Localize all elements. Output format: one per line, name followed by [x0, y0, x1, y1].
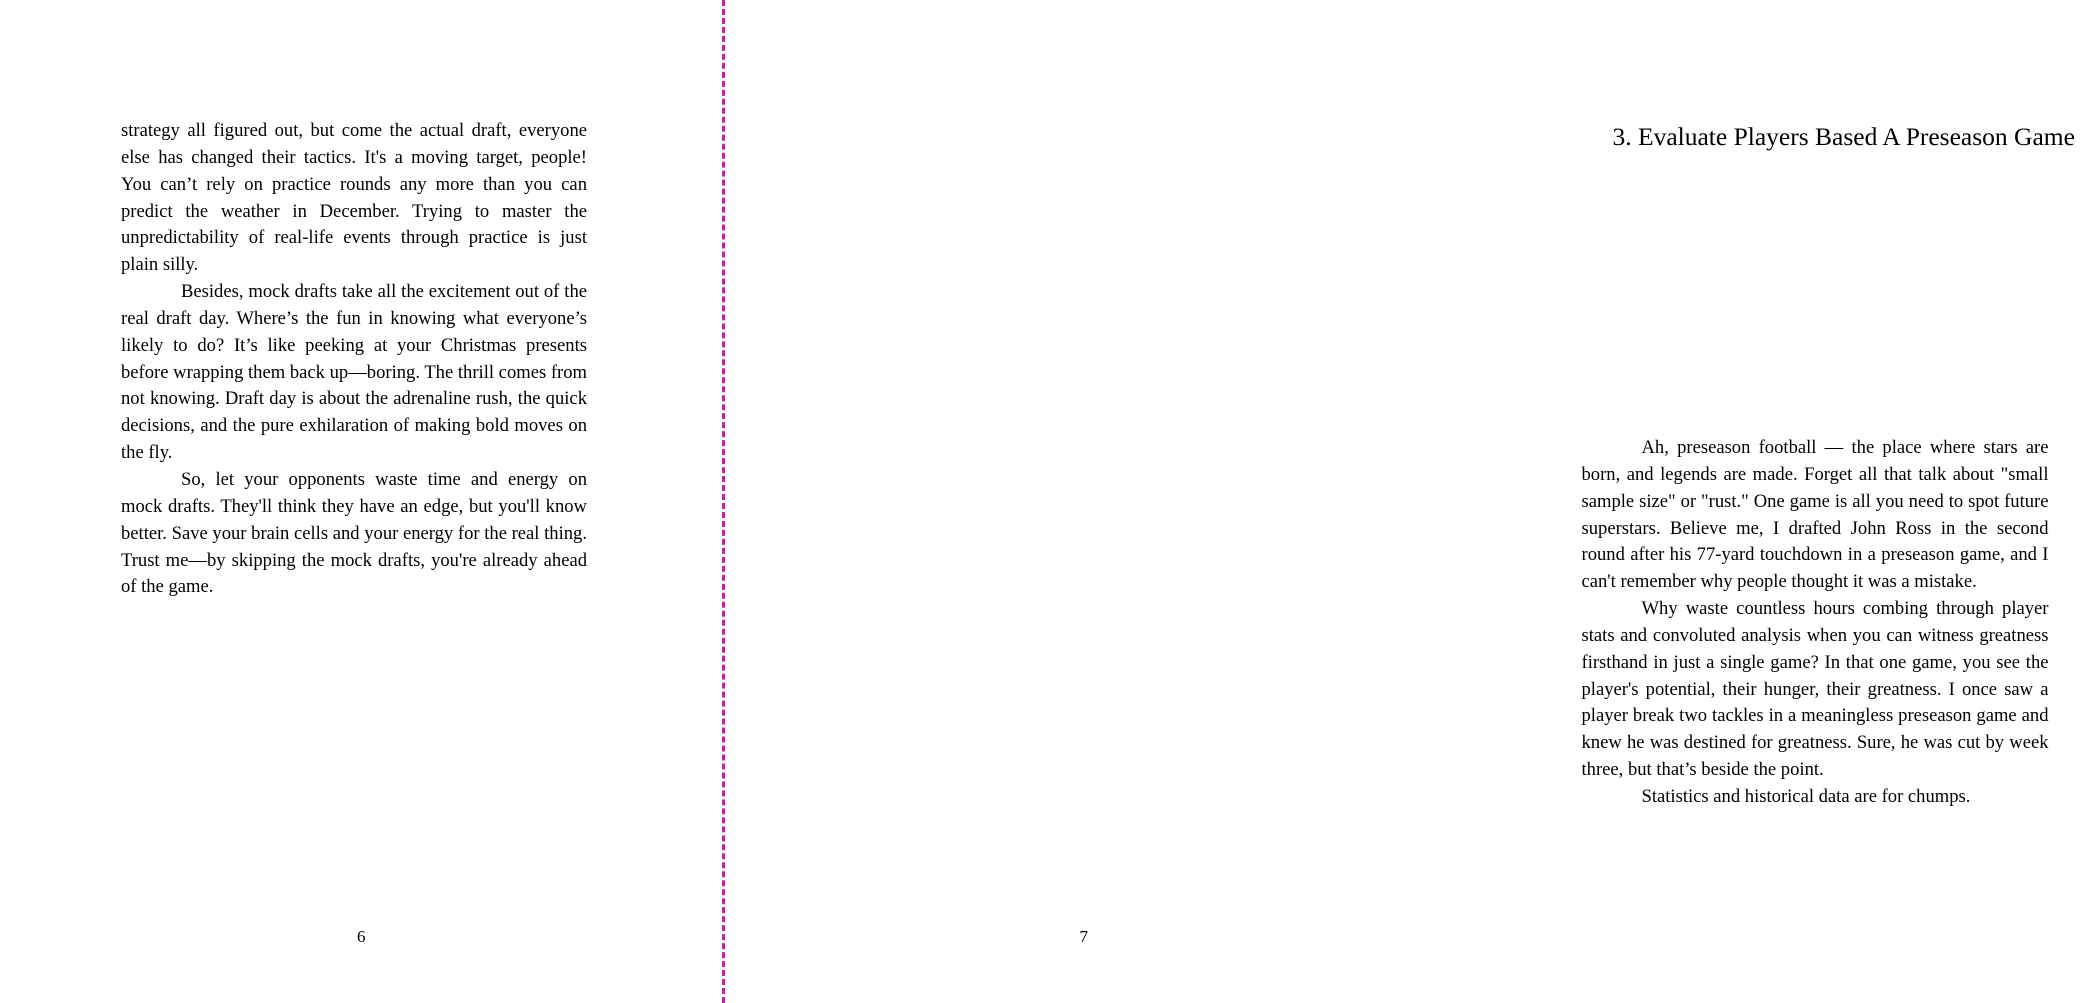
page-number-right: 7	[1079, 927, 1088, 946]
paragraph: Besides, mock drafts take all the excitement out of the real draft day. Where’s the fun in knowing what everyone’s likely to do? It’s like peeking at your Christmas presents before wrapping them back up—boring. The thrill comes from not knowing. Draft day is about the adrenaline rush, the quick decisions, and the pure exhilaration of making bold moves on the fly.	[121, 281, 587, 464]
left-page	[0, 0, 723, 1003]
paragraph: Statistics and historical data are for chumps.	[1641, 785, 1971, 807]
paragraph: strategy all figured out, but come the actual draft, everyone else has changed their tactics. It's a moving target, people! You can’t rely on practice rounds any more than you can predict the weather in December. Trying to master the unpredictability of real-life events through practice is just plain silly.	[121, 120, 587, 276]
paragraph: Why waste countless hours combing through player stats and convoluted analysis when you can witness greatness firsthand in just a single game? In that one game, you see the player's potential, their hunger, their greatness. I once saw a player break two tackles in a meaningless preseason game and knew he was destined for greatness. Sure, he was cut by week three, but that’s beside the point.	[1581, 598, 2049, 781]
right-page	[723, 0, 2075, 1003]
page-number-left: 6	[357, 927, 366, 946]
paragraph: Ah, preseason football — the place where stars are born, and legends are made. Forget all that talk about "small sample size" or "rust." One game is all you need to spot future superstars. Believe me, I drafted John Ross in the second round after his 77-yard touchdown in a preseason game, and I can't remember why people thought it was a mistake.	[1581, 437, 2049, 593]
gutter-fold-line	[722, 0, 725, 1003]
left-page-text-column	[121, 118, 587, 601]
chapter-heading: 3. Evaluate Players Based A Preseason Game	[1612, 122, 2075, 151]
right-page-text-column	[1582, 435, 2049, 811]
paragraph: So, let your opponents waste time and energy on mock drafts. They'll think they have an edge, but you'll know better. Save your brain cells and your energy for the real thing. Trust me—by skipping the mock drafts, you're already ahead of the game.	[121, 468, 587, 598]
